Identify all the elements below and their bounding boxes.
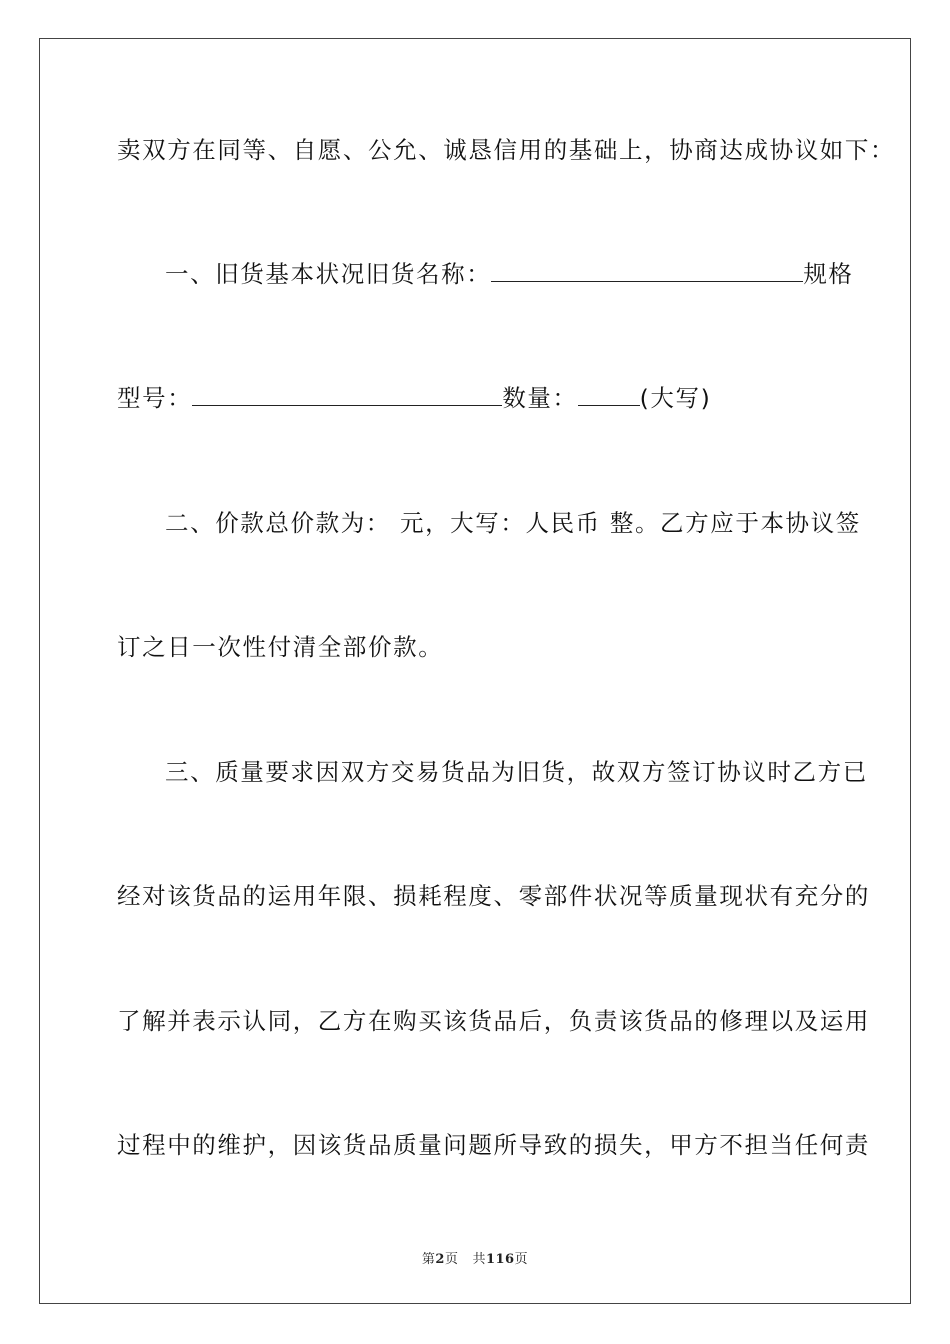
spec-label: 规格 [803, 260, 854, 288]
total-prefix: 共 [472, 1252, 486, 1267]
paragraph-line-1: 卖双方在同等、自愿、公允、诚恳信用的基础上，协商达成协议如下： [117, 136, 896, 164]
paragraph-line-2 [165, 259, 854, 289]
paragraph-line-5: 订之日一次性付清全部价款。 [117, 633, 444, 661]
name-blank-field[interactable] [491, 261, 803, 282]
quantity-blank-field[interactable] [578, 385, 640, 406]
paragraph-line-4: 二、价款总价款为： 元，大写：人民币 整。乙方应于本协议签 [165, 509, 861, 537]
page-number: 2 [435, 1252, 445, 1267]
model-blank-field[interactable] [192, 385, 502, 406]
page-border [39, 38, 911, 1304]
page-prefix: 第 [421, 1252, 436, 1267]
paragraph-line-3 [117, 383, 711, 413]
paragraph-line-9: 过程中的维护，因该货品质量问题所导致的损失，甲方不担当任何责 [117, 1131, 870, 1159]
paragraph-line-8: 了解并表示认同，乙方在购买该货品后，负责该货品的修理以及运用 [117, 1007, 870, 1035]
model-label: 型号： [117, 384, 193, 412]
quantity-label: 数量： [502, 384, 578, 412]
item-one-label: 一、旧货基本状况旧货名称： [165, 260, 492, 288]
page-footer [0, 1248, 950, 1267]
total-pages: 116 [485, 1252, 515, 1267]
total-suffix: 页 [514, 1252, 529, 1267]
paragraph-line-7: 经对该货品的运用年限、损耗程度、零部件状况等质量现状有充分的 [117, 882, 870, 910]
page-suffix: 页 [444, 1252, 459, 1267]
paragraph-line-6: 三、质量要求因双方交易货品为旧货，故双方签订协议时乙方已 [165, 758, 868, 786]
uppercase-note: (大写) [639, 384, 712, 412]
